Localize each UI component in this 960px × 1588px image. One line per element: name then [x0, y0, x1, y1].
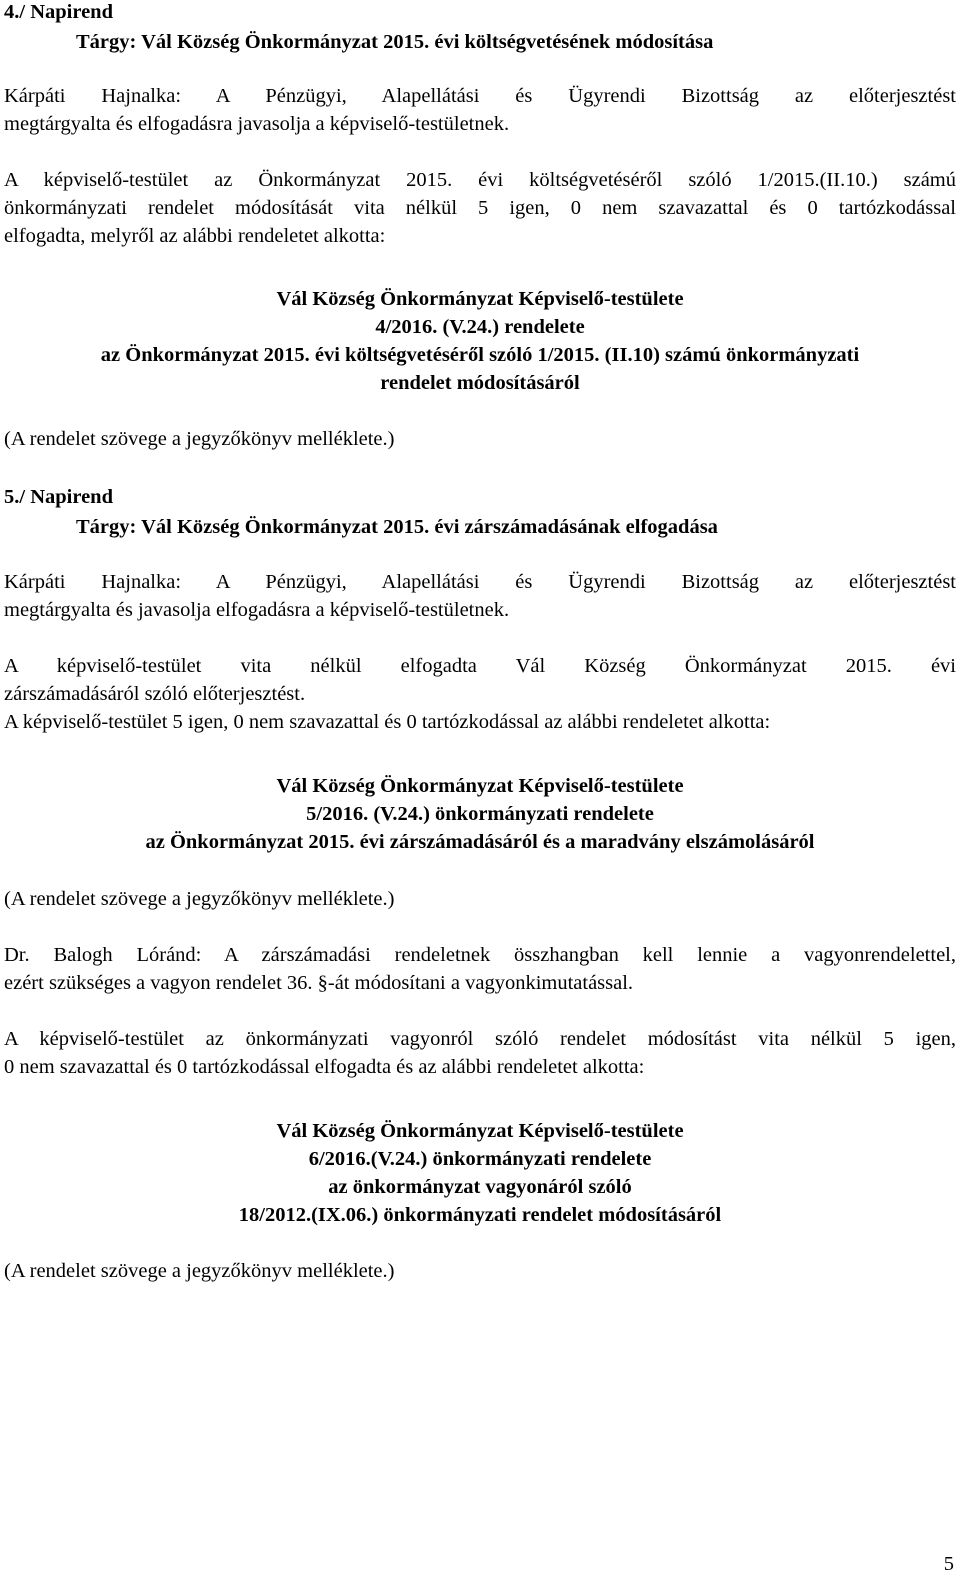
s4-p2-line-2: önkormányzati rendelet módosítását vita nélkül 5 igen, 0 nem szavazattal és 0 tartózkodással — [4, 197, 956, 219]
s5-decree2-title-2: 18/2012.(IX.06.) önkormányzati rendelet módosításáról — [238, 1204, 722, 1226]
s5-note: (A rendelet szövege a jegyzőkönyv melléklete.) — [4, 888, 395, 910]
s5-p3-line-2: ezért szükséges a vagyon rendelet 36. §-át módosítani a vagyonkimutatással. — [4, 972, 634, 994]
s5-p4-line-2: 0 nem szavazattal és 0 tartózkodással elfogadta és az alábbi rendeletet alkotta: — [4, 1056, 645, 1078]
s5-p1-line-1: Kárpáti Hajnalka: A Pénzügyi, Alapellátási és Ügyrendi Bizottság az előterjesztést — [4, 571, 956, 593]
section-4-subject: Tárgy: Vál Község Önkormányzat 2015. évi költségvetésének módosítása — [76, 31, 714, 53]
s4-p1-line-1: Kárpáti Hajnalka: A Pénzügyi, Alapellátási és Ügyrendi Bizottság az előterjesztést — [4, 85, 956, 107]
s4-decree-title-2: rendelet módosításáról — [380, 372, 580, 394]
s5-p2-line-3: A képviselő-testület 5 igen, 0 nem szavazattal és 0 tartózkodással az alábbi rendeletet alkotta: — [4, 711, 771, 733]
s5-decree2-number: 6/2016.(V.24.) önkormányzati rendelete — [308, 1148, 652, 1170]
s5-note-2: (A rendelet szövege a jegyzőkönyv melléklete.) — [4, 1260, 395, 1282]
section-5-subject: Tárgy: Vál Község Önkormányzat 2015. évi zárszámadásának elfogadása — [76, 516, 718, 538]
s5-decree-number: 5/2016. (V.24.) önkormányzati rendelete — [306, 803, 654, 825]
s5-decree2-issuer: Vál Község Önkormányzat Képviselő-testülete — [276, 1120, 684, 1142]
s4-decree-title-1: az Önkormányzat 2015. évi költségvetéséről szóló 1/2015. (II.10) számú önkormányzati — [100, 344, 860, 366]
s4-p2-line-3: elfogadta, melyről az alábbi rendeletet alkotta: — [4, 225, 386, 247]
s5-decree-title: az Önkormányzat 2015. évi zárszámadásáról és a maradvány elszámolásáról — [145, 831, 815, 853]
s5-p3-line-1: Dr. Balogh Lóránd: A zárszámadási rendeletnek összhangban kell lennie a vagyonrendelettel, — [4, 944, 956, 966]
s4-p2-line-1: A képviselő-testület az Önkormányzat 2015. évi költségvetéséről szóló 1/2015.(II.10.) számú — [4, 169, 956, 191]
s5-p2-line-1: A képviselő-testület vita nélkül elfogadta Vál Község Önkormányzat 2015. évi — [4, 655, 956, 677]
s4-p1-line-2: megtárgyalta és elfogadásra javasolja a képviselő-testületnek. — [4, 113, 510, 135]
s4-decree-number: 4/2016. (V.24.) rendelete — [375, 316, 585, 338]
s5-p1-line-2: megtárgyalta és javasolja elfogadásra a képviselő-testületnek. — [4, 599, 510, 621]
section-4-heading: 4./ Napirend — [4, 1, 113, 23]
s4-note: (A rendelet szövege a jegyzőkönyv melléklete.) — [4, 428, 395, 450]
s5-decree2-title-1: az önkormányzat vagyonáról szóló — [328, 1176, 632, 1198]
s5-p2-line-2: zárszámadásáról szóló előterjesztést. — [4, 683, 306, 705]
page-number: 5 — [943, 1553, 954, 1575]
s4-decree-issuer: Vál Község Önkormányzat Képviselő-testülete — [276, 288, 684, 310]
section-5-heading: 5./ Napirend — [4, 486, 113, 508]
s5-decree-issuer: Vál Község Önkormányzat Képviselő-testülete — [276, 775, 684, 797]
s5-p4-line-1: A képviselő-testület az önkormányzati vagyonról szóló rendelet módosítást vita nélkül 5 igen, — [4, 1028, 956, 1050]
